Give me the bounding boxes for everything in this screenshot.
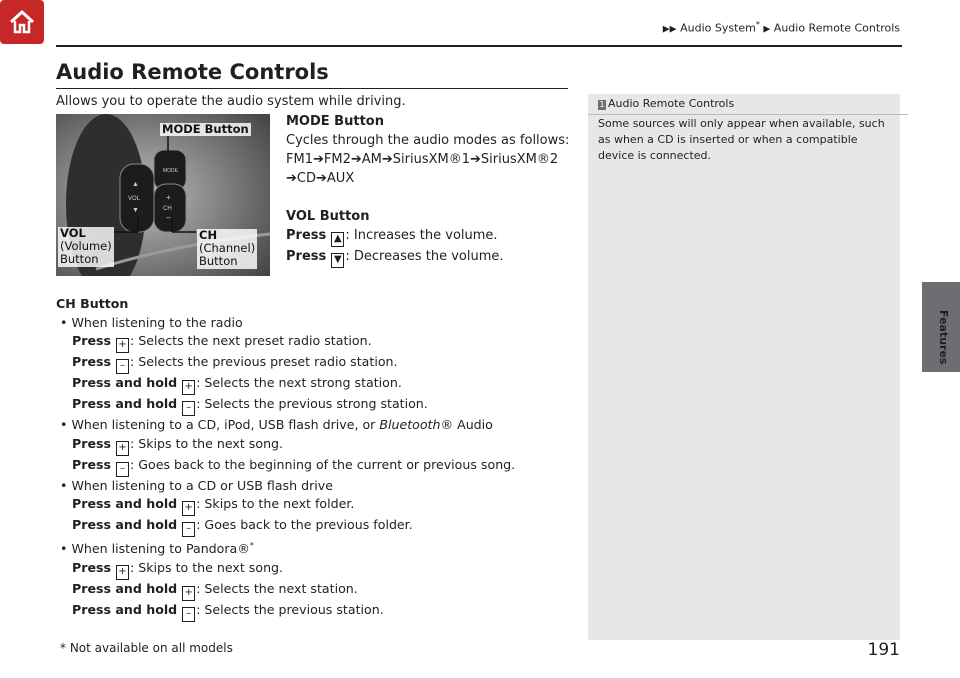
note-title[interactable]: 1 Audio Remote Controls xyxy=(588,94,908,115)
arrow-icon: ➔ xyxy=(350,152,362,167)
breadcrumb-arrow-icon: ▶▶ xyxy=(662,24,677,35)
home-button[interactable] xyxy=(0,0,44,44)
vol-down-row: Press ▼ : Decreases the volume. xyxy=(286,247,576,268)
svg-text:–: – xyxy=(166,213,171,222)
list-item: Press – : Selects the previous preset radio station. xyxy=(56,353,576,374)
volume-up-key-icon: ▲ xyxy=(331,232,344,247)
list-item: Press + : Skips to the next song. xyxy=(56,559,576,580)
mode-text: Cycles through the audio modes as follows: xyxy=(286,133,570,148)
minus-key-icon: – xyxy=(116,359,129,374)
mode-heading: MODE Button xyxy=(286,114,384,129)
svg-text:▲: ▲ xyxy=(132,181,139,188)
vol-heading: VOL Button xyxy=(286,209,370,224)
list-item: Press and hold – : Selects the previous strong station. xyxy=(56,395,576,416)
ch-button-section xyxy=(56,295,576,622)
mode-sequence: FM1➔FM2➔AM➔SiriusXM®1➔SiriusXM®2 xyxy=(286,152,559,167)
list-item: Press + : Skips to the next song. xyxy=(56,435,576,456)
breadcrumb-arrow-icon: ▶ xyxy=(763,24,771,35)
mode-vol-description xyxy=(286,112,576,268)
list-item: • When listening to the radio xyxy=(60,314,243,330)
volume-down-key-icon: ▼ xyxy=(331,253,344,268)
list-item: Press and hold + : Skips to the next folder. xyxy=(56,495,576,516)
header-divider xyxy=(56,45,902,47)
mode-sequence-cont: ➔CD➔AUX xyxy=(286,171,355,186)
minus-key-icon: – xyxy=(182,522,195,537)
home-icon xyxy=(7,7,37,37)
title-divider xyxy=(56,88,568,89)
plus-key-icon: + xyxy=(182,586,195,601)
arrow-icon: ➔ xyxy=(316,171,327,186)
svg-text:+: + xyxy=(166,193,171,202)
svg-text:MODE: MODE xyxy=(163,168,178,174)
list-item: Press and hold + : Selects the next strong station. xyxy=(56,374,576,395)
list-item: • When listening to a CD, iPod, USB flash drive, or Bluetooth® Audio xyxy=(60,417,493,433)
intro-text: Allows you to operate the audio system while driving. xyxy=(56,94,406,109)
list-item: Press and hold – : Goes back to the previous folder. xyxy=(56,516,576,537)
plus-key-icon: + xyxy=(116,565,129,580)
svg-text:CH: CH xyxy=(163,206,172,212)
svg-text:▼: ▼ xyxy=(132,207,139,214)
list-item: • When listening to Pandora®* xyxy=(60,541,254,557)
list-item: Press and hold + : Selects the next station. xyxy=(56,580,576,601)
page-number: 191 xyxy=(867,640,900,660)
vol-button-label: VOL (Volume) Button xyxy=(60,226,112,267)
list-item: Press and hold – : Selects the previous station. xyxy=(56,601,576,622)
svg-text:VOL: VOL xyxy=(128,196,141,202)
plus-key-icon: + xyxy=(116,441,129,456)
side-tab-label: Features xyxy=(937,310,950,365)
plus-key-icon: + xyxy=(182,380,195,395)
plus-key-icon: + xyxy=(116,338,129,353)
list-item: Press – : Goes back to the beginning of the current or previous song. xyxy=(56,456,576,477)
arrow-icon: ➔ xyxy=(470,152,481,167)
side-note xyxy=(588,94,900,640)
list-item: • When listening to a CD or USB flash drive xyxy=(60,477,333,493)
ch-button-label: CH (Channel) Button xyxy=(199,228,256,269)
minus-key-icon: – xyxy=(182,607,195,622)
arrow-icon: ➔ xyxy=(286,171,297,186)
arrow-icon: ➔ xyxy=(381,152,393,167)
breadcrumb: ▶▶ Audio System* ▶ Audio Remote Controls xyxy=(662,20,900,35)
ch-heading: CH Button xyxy=(56,296,129,311)
breadcrumb-item-audio-system[interactable]: Audio System xyxy=(680,21,756,35)
steering-wheel-photo xyxy=(56,114,270,276)
footnote: * Not available on all models xyxy=(60,641,233,655)
breadcrumb-item-audio-remote-controls[interactable]: Audio Remote Controls xyxy=(773,21,900,35)
minus-key-icon: – xyxy=(116,462,129,477)
note-text: Some sources will only appear when available, such as when a CD is inserted or when a compatible device is connected. xyxy=(598,117,885,162)
mode-button-label: MODE Button xyxy=(162,122,249,136)
note-number-icon: 1 xyxy=(599,100,605,109)
arrow-icon: ➔ xyxy=(312,152,324,167)
page-title: Audio Remote Controls xyxy=(56,60,329,84)
vol-up-row: Press ▲ : Increases the volume. xyxy=(286,226,576,247)
plus-key-icon: + xyxy=(182,501,195,516)
list-item: Press + : Selects the next preset radio station. xyxy=(56,332,576,353)
minus-key-icon: – xyxy=(182,401,195,416)
